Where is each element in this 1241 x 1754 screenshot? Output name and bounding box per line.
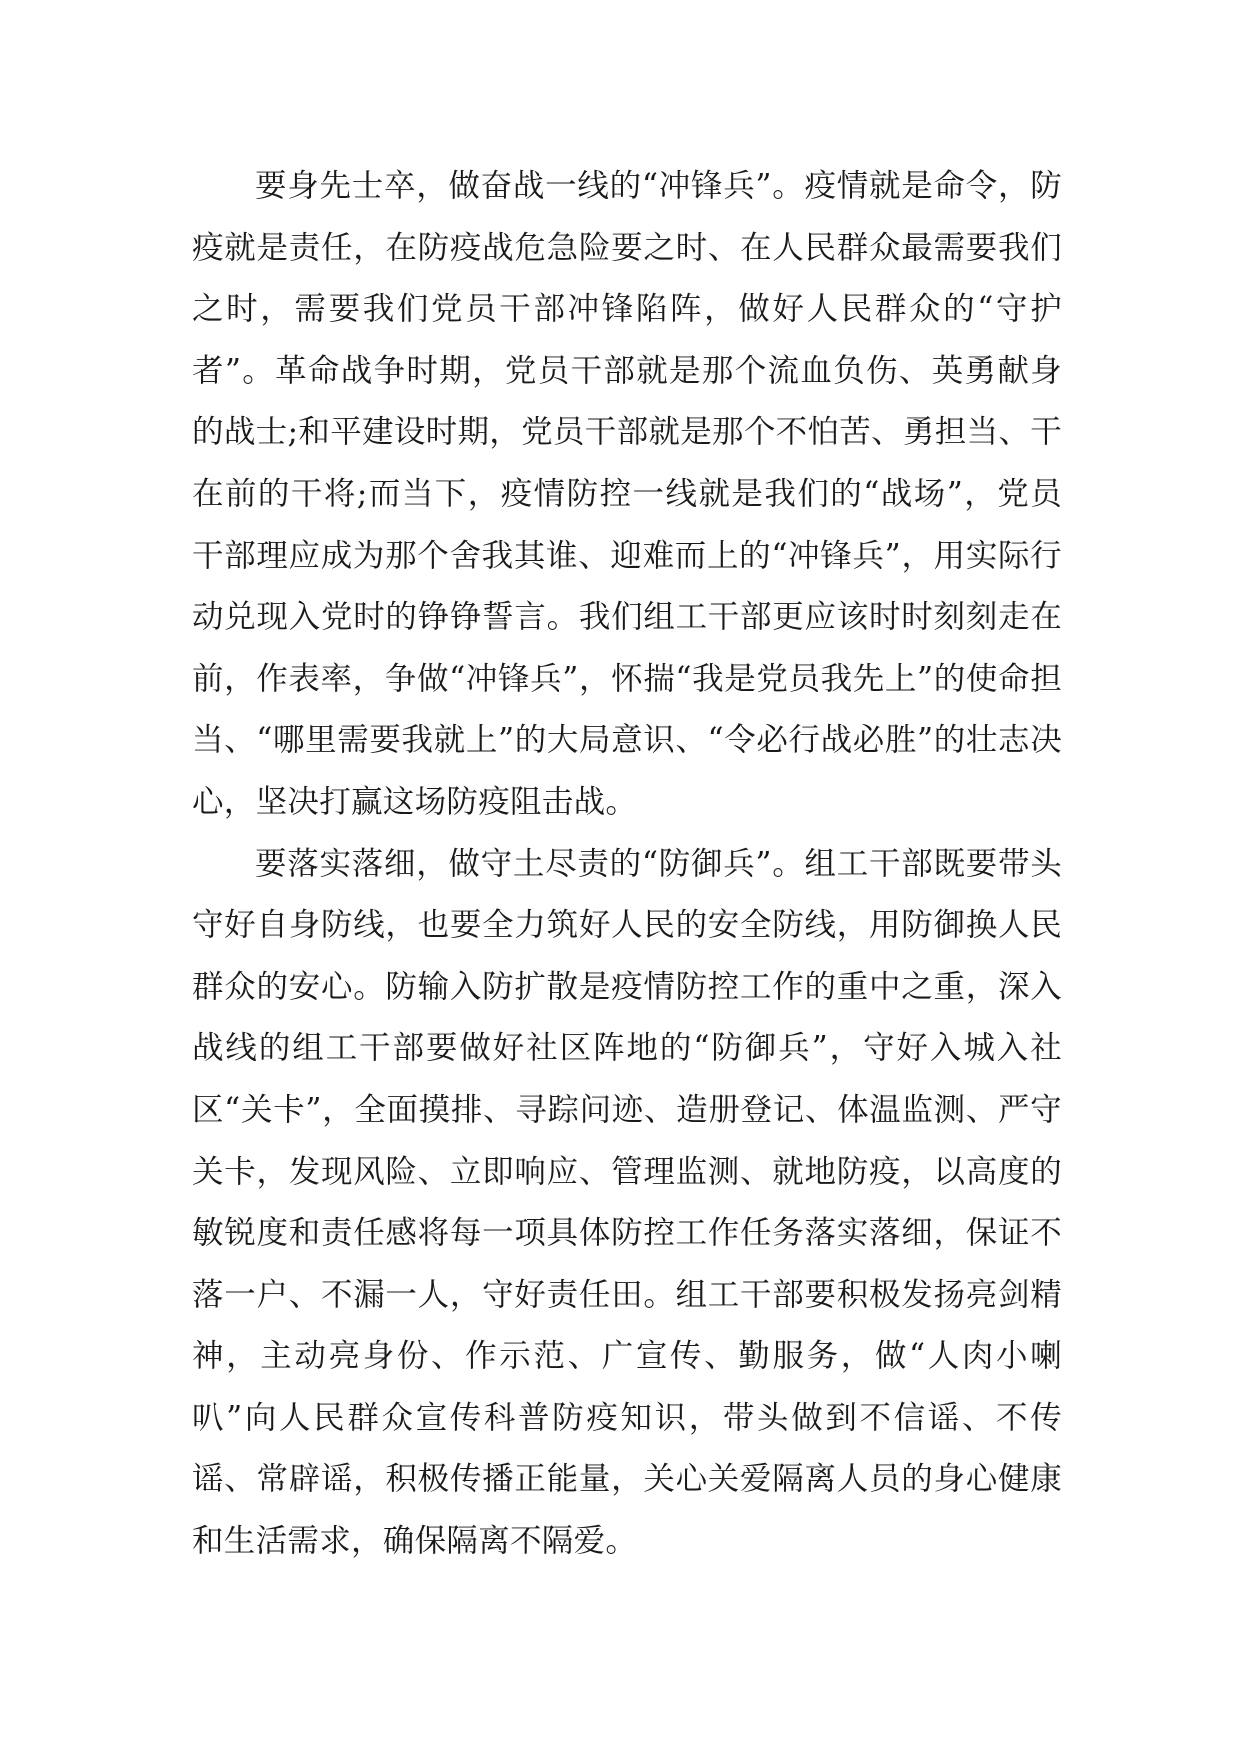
paragraph-defender: 要落实落细，做守土尽责的“防御兵”。组工干部既要带头守好自身防线，也要全力筑好人民的安全防线，用防御换人民群众的安心。防输入防扩散是疫情防控工作的重中之重，深入战线的组工干部要做好社区阵地的“防御兵”，守好入城入社区“关卡”，全面摸排、寻踪问迹、造册登记、体温监测、严守关卡，发现风险、立即响应、管理监测、就地防疫，以高度的敏锐度和责任感将每一项具体防控工作任务落实落细，保证不落一户、不漏一人，守好责任田。组工干部要积极发扬亮剑精神，主动亮身份、作示范、广宣传、勤服务，做“人肉小喇叭”向人民群众宣传科普防疫知识，带头做到不信谣、不传谣、常辟谣，积极传播正能量，关心关爱隔离人员的身心健康和生活需求，确保隔离不隔爱。 — [192, 845, 1062, 1560]
document-body — [192, 156, 1062, 1573]
paragraph-vanguard: 要身先士卒，做奋战一线的“冲锋兵”。疫情就是命令，防疫就是责任，在防疫战危急险要之时、在人民群众最需要我们之时，需要我们党员干部冲锋陷阵，做好人民群众的“守护者”。革命战争时期，党员干部就是那个流血负伤、英勇献身的战士;和平建设时期，党员干部就是那个不怕苦、勇担当、干在前的干将;而当下，疫情防控一线就是我们的“战场”，党员干部理应成为那个舍我其谁、迎难而上的“冲锋兵”，用实际行动兑现入党时的铮铮誓言。我们组工干部更应该时时刻刻走在前，作表率，争做“冲锋兵”，怀揣“我是党员我先上”的使命担当、“哪里需要我就上”的大局意识、“令必行战必胜”的壮志决心，坚决打赢这场防疫阻击战。 — [192, 168, 1062, 820]
